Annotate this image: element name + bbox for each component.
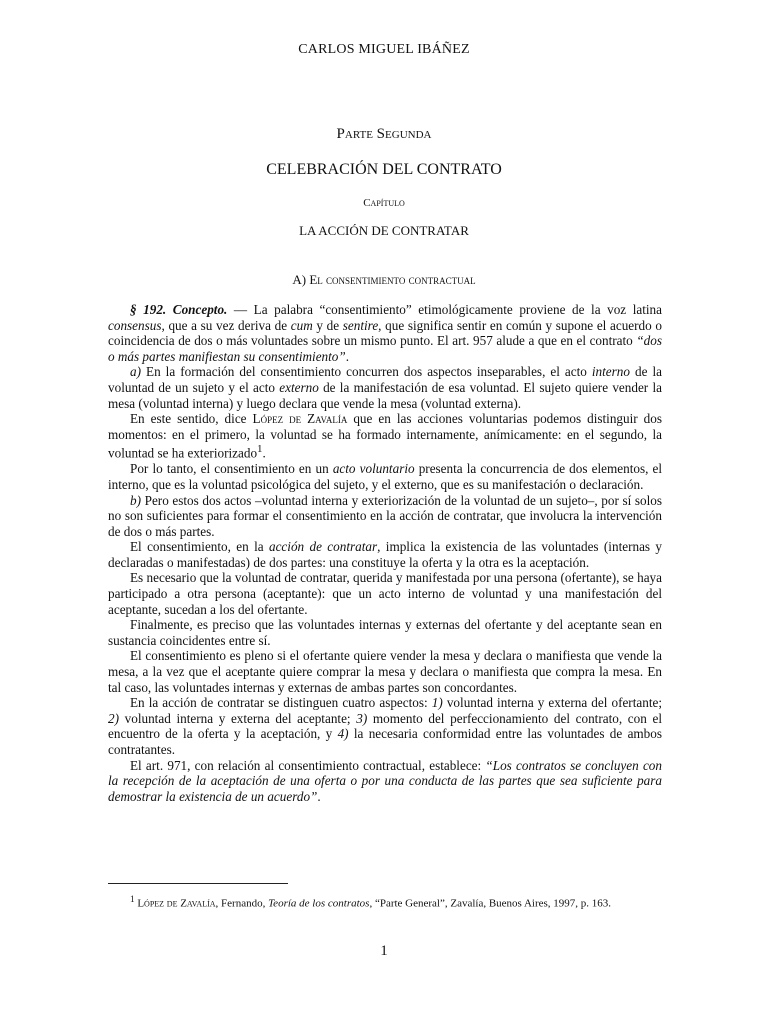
chapter-title: LA ACCIÓN DE CONTRATAR <box>299 223 469 238</box>
paragraph-accion: El consentimiento, en la acción de contratar, implica la existencia de las voluntades (internas y declaradas o manifestadas) de dos partes: una constituye la oferta y la otra es la aceptación. <box>108 539 663 570</box>
paragraph-concepto: § 192. Concepto. — La palabra “consentimiento” etimológicamente proviene de la voz latina consensus, que a su vez deriva de cum y de sentire, que significa sentir en común y supone el acuerdo o coincidencia de dos o más voluntades sobre un mismo punto. El art. 957 alude a que en el contrato “dos o más partes manifiestan su consentimiento”. <box>108 302 662 364</box>
paragraph-finalmente: Finalmente, es preciso que las voluntades internas y externas del ofertante y del aceptante sean en sustancia coincidentes entre sí. <box>108 617 662 648</box>
main-title: CELEBRACIÓN DEL CONTRATO <box>266 161 502 178</box>
page-number: 1 <box>380 943 388 959</box>
footnote-divider <box>108 883 288 884</box>
footnote-number: 1 <box>130 894 135 904</box>
paragraph-b: b) Pero estos dos actos –voluntad interna y exteriorización de la voluntad de un sujeto–, por sí solos no son suficientes para formar el consentimiento en la acción de contratar, que involucra la intervención de dos o más partes. <box>108 492 662 539</box>
chapter-label: Capítulo <box>363 197 405 209</box>
part-title: Parte Segunda <box>336 126 432 142</box>
paragraph-aspectos: En la acción de contratar se distinguen cuatro aspectos: 1) voluntad interna y externa del ofertante; 2) voluntad interna y externa del aceptante; 3) momento del perfeccionamiento del contrato, con el encuentro de la oferta y la aceptación, y 4) la necesaria conformidad entre las voluntades de ambos contratantes. <box>108 695 662 758</box>
paragraph-zavalia: En este sentido, dice López de Zavalía que en las acciones voluntarias podemos distinguir dos momentos: en el primero, la voluntad se ha formado internamente, anímicamente: en el segundo, la voluntad se ha exteriorizado$^1$. <box>108 411 662 461</box>
author-name: López de Zavalía <box>252 411 348 427</box>
section-heading: A) El consentimiento contractual <box>292 272 476 287</box>
paragraph-art-971: El art. 971, con relación al consentimiento contractual, establece: “Los contratos se concluyen con la recepción de la aceptación de una oferta o por una conducta de las partes que sea suficiente para demostrar la existencia de un acuerdo”. <box>108 757 662 804</box>
paragraph-a: a) En la formación del consentimiento concurren dos aspectos inseparables, el acto interno de la voluntad de un sujeto y el acto externo de la manifestación de esa voluntad. El sujeto quiere vender la mesa (voluntad interna) y luego declara que vende la mesa (voluntad externa). <box>108 364 662 411</box>
running-head: CARLOS MIGUEL IBÁÑEZ <box>298 42 470 57</box>
paragraph-pleno: El consentimiento es pleno si el ofertante quiere vender la mesa y declara o manifiesta que vende la mesa, a la vez que el aceptante quiere comprar la mesa y declara o manifiesta que compra la mesa. En tal caso, las voluntades internas y externas de ambas partes son concordantes. <box>108 648 662 695</box>
footnote-ref: 1 <box>257 443 263 456</box>
paragraph-acto-voluntario: Por lo tanto, el consentimiento en un acto voluntario presenta la concurrencia de dos elementos, el interno, que es la voluntad psicológica del sujeto, y el externo, que es su manifestación o declaración. <box>108 461 663 492</box>
body-text <box>108 302 662 804</box>
footnote: $^1$ López de Zavalía, Fernando, Teoría de los contratos, “Parte General”, Zavalía, Buenos Aires, 1997, p. 163. <box>130 894 612 910</box>
section-label: § 192. Concepto. <box>130 302 228 317</box>
paragraph-necesario: Es necesario que la voluntad de contratar, querida y manifestada por una persona (ofertante), se haya participado a otra persona (aceptante): que un acto interno de voluntad y una manifestación del aceptante, sucedan a los del ofertante. <box>108 570 662 617</box>
